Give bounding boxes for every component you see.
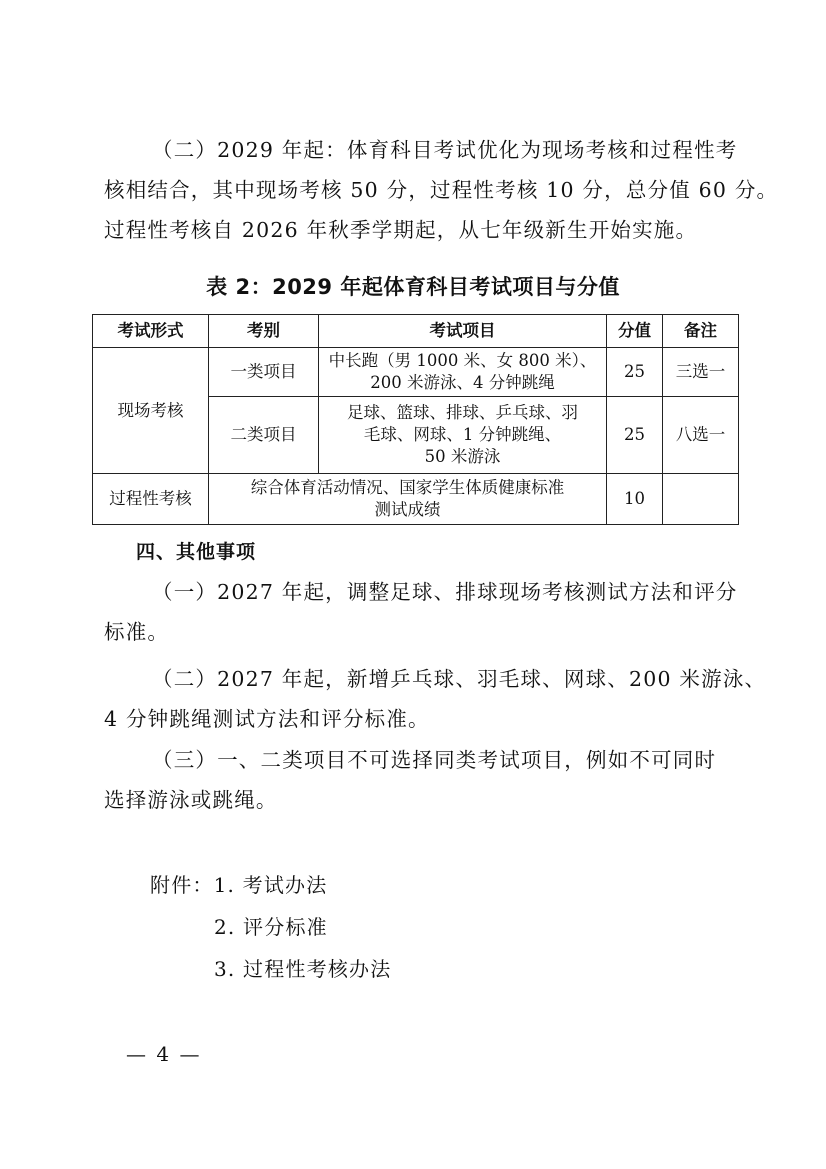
table-header: 考试形式 [93, 315, 209, 348]
items-cell [319, 348, 607, 397]
score-cell: 25 [607, 348, 663, 397]
attachments-list [150, 864, 391, 990]
section3-paragraph-2 [104, 130, 779, 250]
paragraph-line: 标准。 [104, 620, 170, 644]
process-exam-cell: 过程性考核 [93, 474, 209, 525]
items-cell [209, 474, 607, 525]
items-line: 足球、篮球、排球、乒乓球、羽 [347, 403, 578, 422]
category-cell: 一类项目 [209, 348, 319, 397]
page-number: — 4 — [126, 1042, 202, 1066]
note-cell [663, 474, 739, 525]
attachment-item: 2. 评分标准 [214, 915, 328, 939]
table-row [93, 348, 739, 397]
table-row [93, 474, 739, 525]
table-header: 考试项目 [319, 315, 607, 348]
paragraph-line: （三）一、二类项目不可选择同类考试项目，例如不可同时 [152, 748, 717, 772]
paragraph-line: （二）2029 年起：体育科目考试优化为现场考核和过程性考 [152, 138, 738, 162]
paragraph-line: 选择游泳或跳绳。 [104, 788, 278, 812]
attachment-item [150, 864, 391, 906]
items-line: 50 米游泳 [424, 447, 501, 466]
note-cell: 八选一 [663, 397, 739, 474]
section4-paragraph-2 [104, 659, 767, 739]
attachment-item-text: 1. 考试办法 [213, 873, 328, 897]
paragraph-line: （一）2027 年起，调整足球、排球现场考核测试方法和评分 [152, 580, 738, 604]
category-cell: 二类项目 [209, 397, 319, 474]
items-line: 中长跑（男 1000 米、女 800 米）、 [328, 351, 597, 370]
attachment-item: 3. 过程性考核办法 [214, 957, 392, 981]
score-cell: 10 [607, 474, 663, 525]
table-header-row [93, 315, 739, 348]
paragraph-line: 核相结合，其中现场考核 50 分，过程性考核 10 分，总分值 60 分。 [104, 178, 779, 202]
paragraph-line: （二）2027 年起，新增乒乓球、羽毛球、网球、200 米游泳、 [152, 667, 767, 691]
table-title: 表 2：2029 年起体育科目考试项目与分值 [206, 275, 620, 299]
exam-items-table [92, 314, 739, 525]
items-cell [319, 397, 607, 474]
attachments-label: 附件： [150, 873, 214, 897]
onsite-exam-cell: 现场考核 [93, 348, 209, 474]
note-cell: 三选一 [663, 348, 739, 397]
items-line: 200 米游泳、4 分钟跳绳 [370, 373, 555, 392]
section4-paragraph-3 [104, 740, 728, 820]
section-heading: 四、其他事项 [136, 541, 257, 563]
paragraph-line: 过程性考核自 2026 年秋季学期起，从七年级新生开始实施。 [104, 218, 698, 242]
items-line: 测试成绩 [374, 500, 441, 519]
paragraph-line: 4 分钟跳绳测试方法和评分标准。 [104, 707, 430, 731]
table-header: 备注 [663, 315, 739, 348]
items-line: 综合体育活动情况、国家学生体质健康标准 [250, 478, 565, 497]
score-cell: 25 [607, 397, 663, 474]
table-header: 考别 [209, 315, 319, 348]
table-header: 分值 [607, 315, 663, 348]
items-line: 毛球、网球、1 分钟跳绳、 [363, 425, 562, 444]
section4-paragraph-1 [104, 572, 738, 652]
